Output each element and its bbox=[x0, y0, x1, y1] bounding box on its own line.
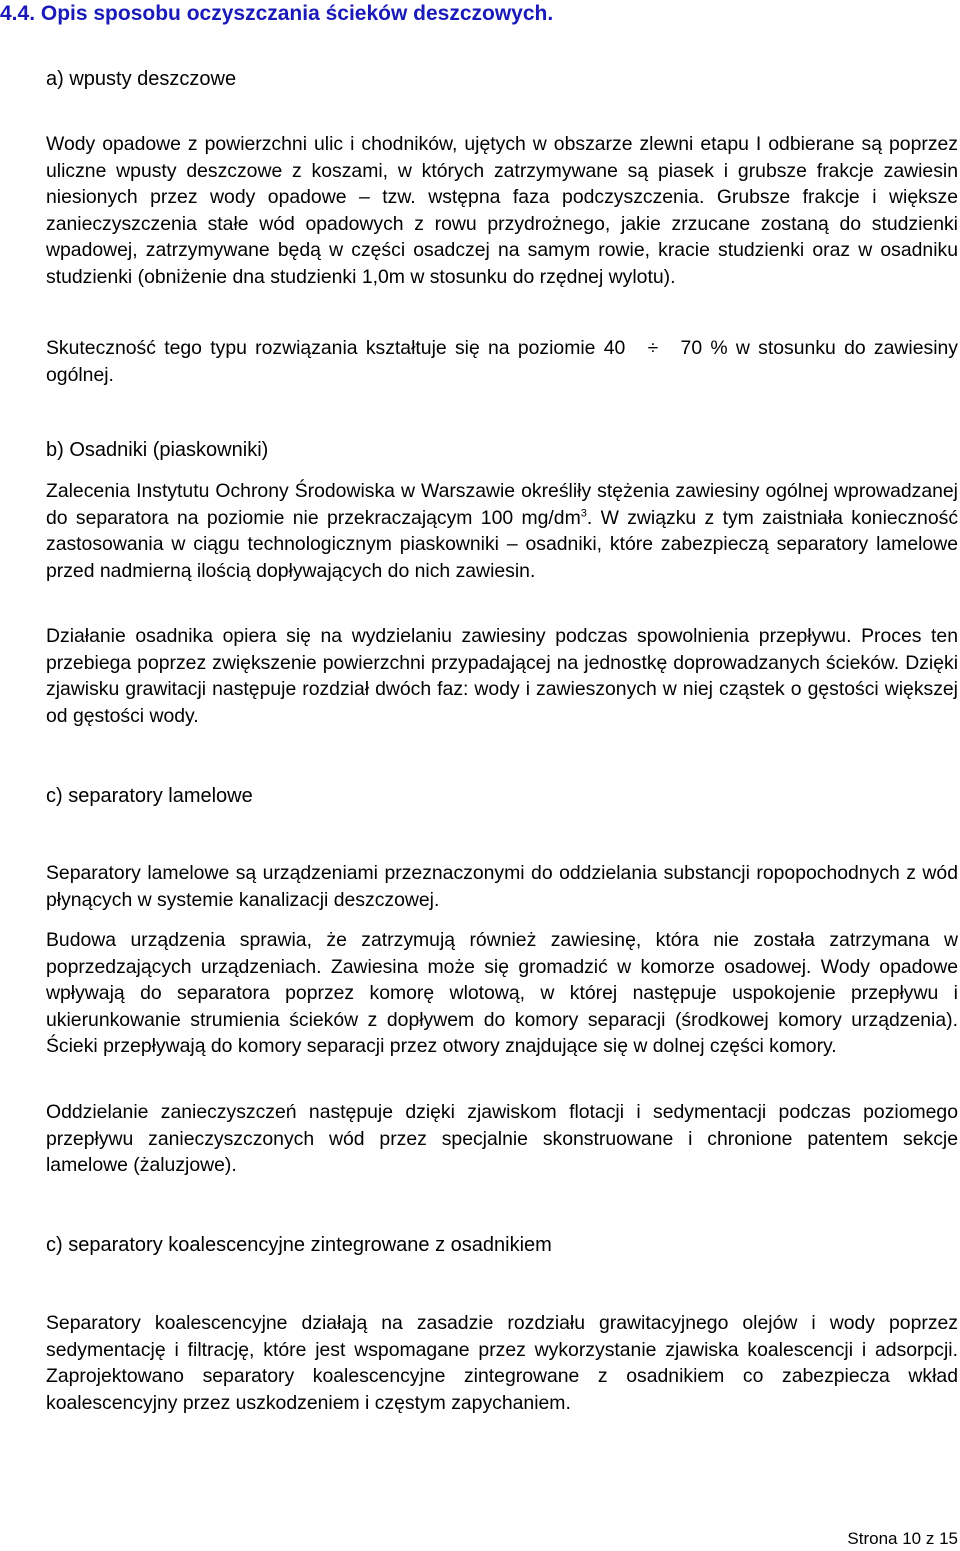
paragraph-b1 bbox=[46, 478, 958, 584]
paragraph-c1-2: Budowa urządzenia sprawia, że zatrzymują również zawiesinę, która nie została zatrzymana w poprzedzających urządzeniach. Zawiesina może się gromadzić w komorze osadowej. Wody opadowe wpływają do separatora poprzez komorę wlotową, w której następuje uspokojenie przepływu i ukierunkowanie strumienia ścieków z dopływem do komory separacji (środkowej komory urządzenia). Ścieki przepływają do komory separacji przez otwory znajdujące się w dolnej części komory. bbox=[46, 929, 958, 1057]
paragraph-c2-1: Separatory koalescencyjne działają na zasadzie rozdziału grawitacyjnego olejów i wody poprzez sedymentację i filtrację, które jest wspomagane przez wykorzystanie zjawiska koalescencji i adsorpcji. Zaprojektowano separatory koalescencyjne zintegrowane z osadnikiem co zabezpiecza wkład koalescencyjny przez uszkodzeniem i częstym zapychaniem. bbox=[46, 1312, 958, 1414]
division-symbol: ÷ bbox=[647, 337, 659, 359]
paragraph-a1: Wody opadowe z powierzchni ulic i chodników, ujętych w obszarze zlewni etapu I odbierane są poprzez uliczne wpusty deszczowe z koszami, w których zatrzymywane są piasek i grubsze frakcje zawiesin niesionych przez wody opadowe – tzw. wstępna faza podczyszczenia. Grubsze frakcje i większe zanieczyszczenia stałe wód opadowych z rowu przydrożnego, jakie zrzucane zostaną do studzienki wpadowej, zatrzymywane będą w części osadczej na samym rowie, kracie studzienki oraz w osadniku studzienki (obniżenie dna studzienki 1,0m w stosunku do rzędnej wylotu). bbox=[46, 133, 958, 288]
paragraph-b1-before: Zalecenia Instytutu Ochrony Środowiska w Warszawie określiły stężenia zawiesiny ogólnej wprowadzanej do separatora na poziomie nie przekraczającym 100 mg/dm bbox=[46, 480, 958, 529]
paragraph-b2: Działanie osadnika opiera się na wydzielaniu zawiesiny podczas spowolnienia przepływu. Proces ten przebiega poprzez zwiększenie powierzchni przypadającej na jednostkę doprowadzanych ścieków. Dzięki zjawisku grawitacji następuje rozdział dwóch faz: wody i zawieszonych w niej cząstek o gęstości większej od gęstości wody. bbox=[46, 625, 958, 727]
superscript-3: 3 bbox=[580, 507, 587, 520]
paragraph-a2-before: Skuteczność tego typu rozwiązania kształtuje się na poziomie 40 bbox=[46, 337, 626, 359]
paragraph-c1-3: Oddzielanie zanieczyszczeń następuje dzięki zjawiskom flotacji i sedymentacji podczas poziomego przepływu zanieczyszczonych wód przez specjalnie skonstruowane i chronione patentem sekcje lamelowe (żaluzjowe). bbox=[46, 1101, 958, 1176]
paragraph-b1-after: . W związku z tym zaistniała konieczność zastosowania w ciągu technologicznym piaskowniki – osadniki, które zabezpieczą separatory lamelowe przed nadmierną ilością dopływających do nich zawiesin. bbox=[46, 506, 959, 582]
subsection-heading-c1: c) separatory lamelowe bbox=[46, 785, 253, 807]
subsection-heading-a: a) wpusty deszczowe bbox=[46, 68, 237, 90]
paragraph-a2-after: 70 % w stosunku do zawiesiny ogólnej. bbox=[46, 337, 958, 386]
subsection-heading-b: b) Osadniki (piaskowniki) bbox=[46, 439, 269, 461]
paragraph-c1-1: Separatory lamelowe są urządzeniami przeznaczonymi do oddzielania substancji ropopochodnych z wód płynących w systemie kanalizacji deszczowej. bbox=[46, 862, 958, 911]
page-number: Strona 10 z 15 bbox=[847, 1529, 958, 1548]
section-title: 4.4. Opis sposobu oczyszczania ścieków deszczowych. bbox=[0, 2, 554, 25]
paragraph-a2 bbox=[46, 335, 958, 388]
subsection-heading-c2: c) separatory koalescencyjne zintegrowane z osadnikiem bbox=[46, 1234, 552, 1256]
